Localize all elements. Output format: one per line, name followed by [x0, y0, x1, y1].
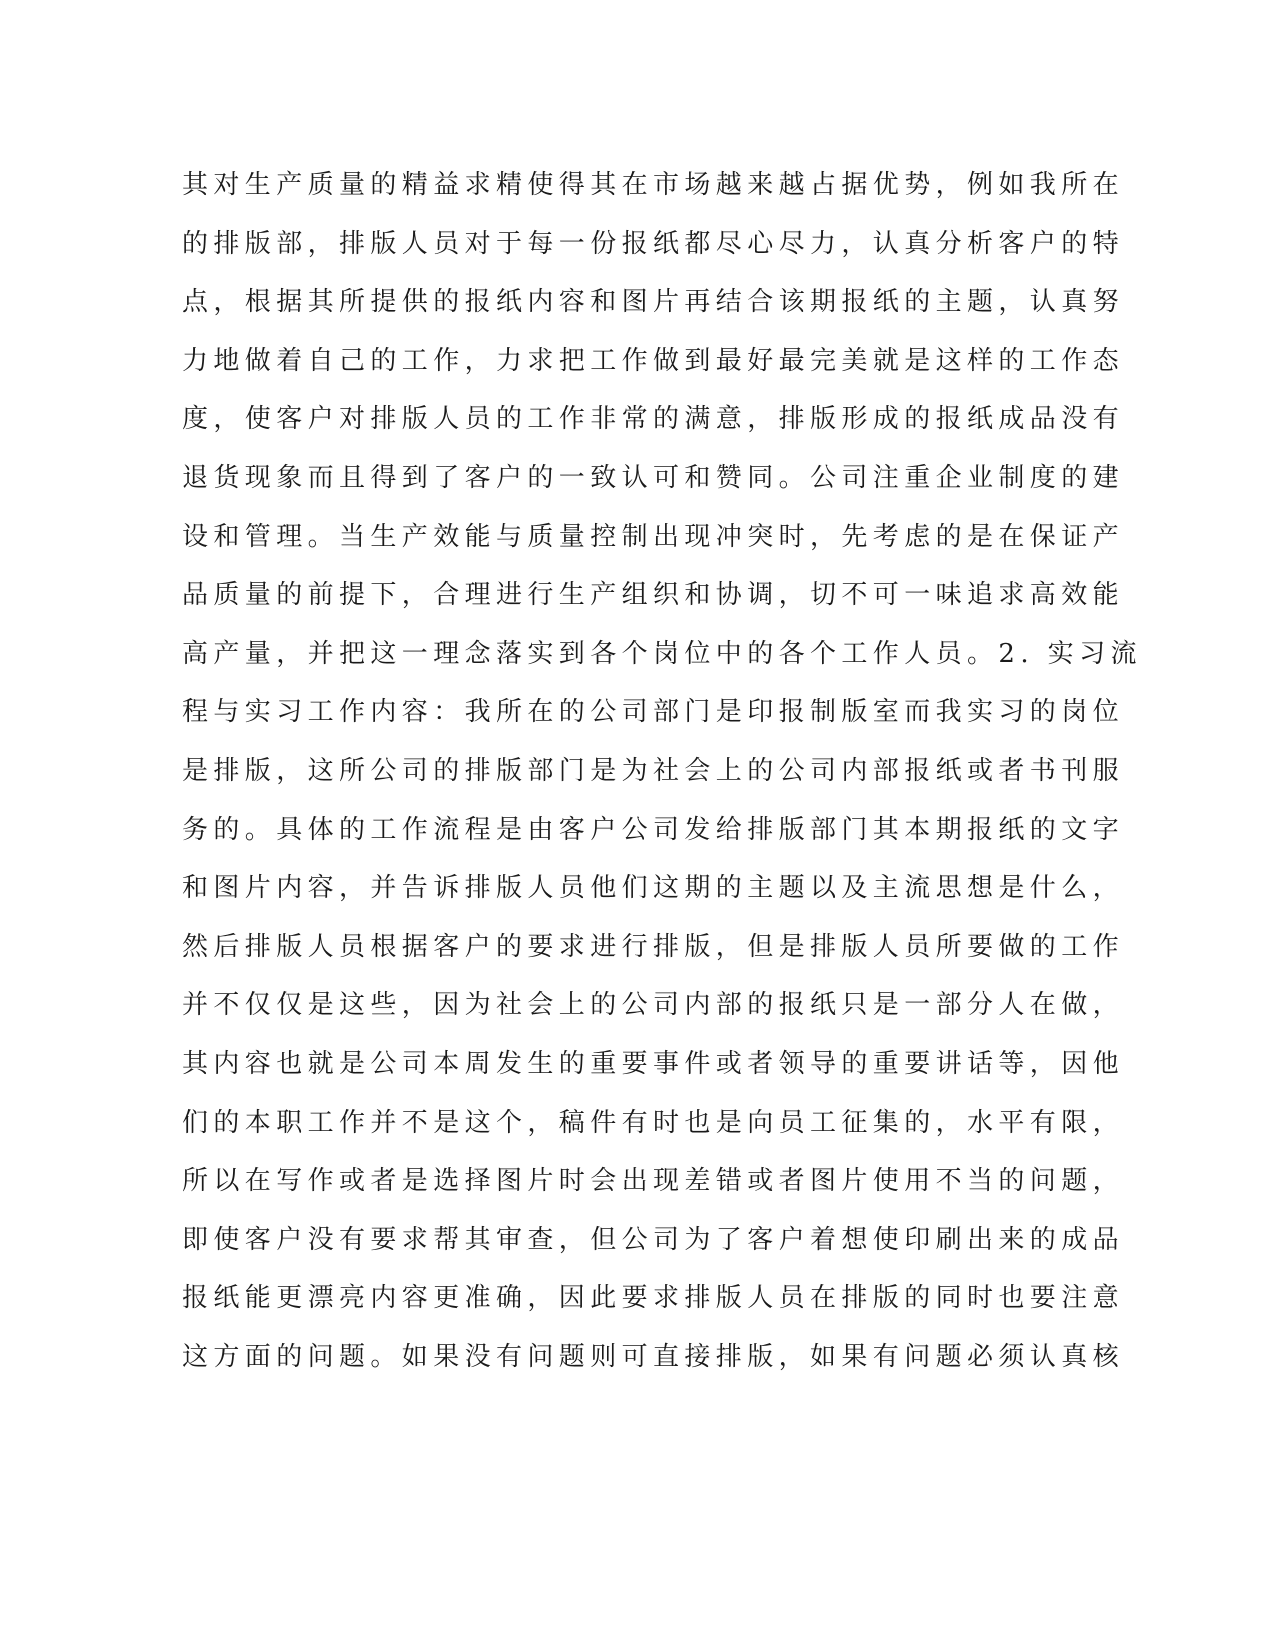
text-line: 力地做着自己的工作，力求把工作做到最好最完美就是这样的工作态 — [182, 345, 1125, 376]
text-line: 度，使客户对排版人员的工作非常的满意，排版形成的报纸成品没有 — [182, 404, 1125, 435]
text-line: 其内容也就是公司本周发生的重要事件或者领导的重要讲话等，因他 — [182, 1048, 1125, 1079]
text-line: 们的本职工作并不是这个，稿件有时也是向员工征集的，水平有限， — [182, 1107, 1125, 1138]
text-line: 品质量的前提下，合理进行生产组织和协调，切不可一味追求高效能 — [182, 580, 1125, 611]
text-line: 即使客户没有要求帮其审查，但公司为了客户着想使印刷出来的成品 — [182, 1224, 1125, 1255]
text-line: 这方面的问题。如果没有问题则可直接排版，如果有问题必须认真核 — [182, 1341, 1125, 1372]
text-line: 然后排版人员根据客户的要求进行排版，但是排版人员所要做的工作 — [182, 931, 1125, 962]
text-line: 报纸能更漂亮内容更准确，因此要求排版人员在排版的同时也要注意 — [182, 1283, 1125, 1314]
text-line: 其对生产质量的精益求精使得其在市场越来越占据优势，例如我所在 — [182, 170, 1125, 200]
body-paragraph — [182, 156, 1142, 1386]
text-line: 并不仅仅是这些，因为社会上的公司内部的报纸只是一部分人在做， — [182, 990, 1125, 1021]
text-line: 程与实习工作内容：我所在的公司部门是印报制版室而我实习的岗位 — [182, 697, 1125, 728]
text-line: 设和管理。当生产效能与质量控制出现冲突时，先考虑的是在保证产 — [182, 521, 1125, 552]
text-line: 高产量，并把这一理念落实到各个岗位中的各个工作人员。2. 实习流 — [182, 638, 1142, 669]
text-line: 所以在写作或者是选择图片时会出现差错或者图片使用不当的问题， — [182, 1166, 1125, 1197]
text-line: 务的。具体的工作流程是由客户公司发给排版部门其本期报纸的文字 — [182, 814, 1125, 845]
text-line: 的排版部，排版人员对于每一份报纸都尽心尽力，认真分析客户的特 — [182, 228, 1125, 259]
text-line: 和图片内容，并告诉排版人员他们这期的主题以及主流思想是什么， — [182, 873, 1125, 904]
text-line: 退货现象而且得到了客户的一致认可和赞同。公司注重企业制度的建 — [182, 462, 1125, 493]
text-line: 是排版，这所公司的排版部门是为社会上的公司内部报纸或者书刊服 — [182, 755, 1125, 786]
text-line: 点，根据其所提供的报纸内容和图片再结合该期报纸的主题，认真努 — [182, 287, 1125, 318]
